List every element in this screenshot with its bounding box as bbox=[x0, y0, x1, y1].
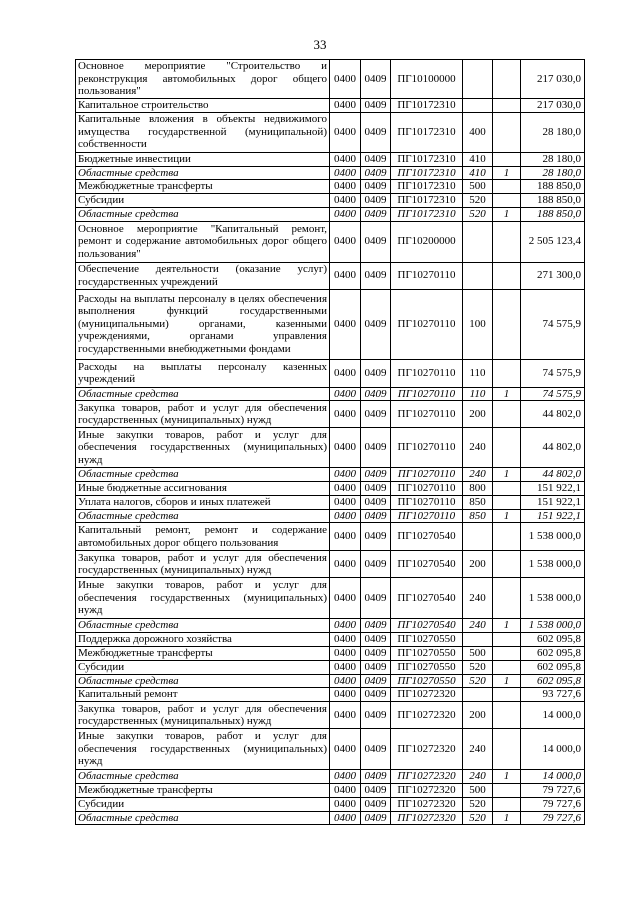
target-article-cell: ПГ10272320 bbox=[391, 688, 463, 702]
section-code-cell: 0400 bbox=[330, 523, 361, 551]
table-row bbox=[76, 495, 585, 509]
table-row bbox=[76, 523, 585, 551]
expense-type-cell: 520 bbox=[463, 208, 493, 222]
expense-type-cell bbox=[463, 60, 493, 99]
funding-source-cell: 1 bbox=[493, 619, 521, 633]
name-cell: Расходы на выплаты персоналу в целях обеспечения выполнения функций государственными (муниципальными) органами, казенными учреждениями, органами управления государственными внебюджетными фондами bbox=[76, 289, 330, 359]
table-row bbox=[76, 619, 585, 633]
expense-type-cell: 240 bbox=[463, 729, 493, 770]
target-article-cell: ПГ10272320 bbox=[391, 811, 463, 825]
subsection-code-cell: 0409 bbox=[361, 208, 391, 222]
expense-type-cell bbox=[463, 262, 493, 289]
name-cell: Областные средства bbox=[76, 166, 330, 180]
section-code-cell: 0400 bbox=[330, 262, 361, 289]
target-article-cell: ПГ10270110 bbox=[391, 387, 463, 401]
name-cell: Межбюджетные трансферты bbox=[76, 783, 330, 797]
name-cell: Областные средства bbox=[76, 468, 330, 482]
subsection-code-cell: 0409 bbox=[361, 428, 391, 468]
funding-source-cell bbox=[493, 289, 521, 359]
name-cell: Областные средства bbox=[76, 674, 330, 688]
name-cell: Межбюджетные трансферты bbox=[76, 180, 330, 194]
amount-cell: 74 575,9 bbox=[521, 387, 585, 401]
subsection-code-cell: 0409 bbox=[361, 359, 391, 387]
section-code-cell: 0400 bbox=[330, 481, 361, 495]
funding-source-cell bbox=[493, 646, 521, 660]
target-article-cell: ПГ10270550 bbox=[391, 660, 463, 674]
target-article-cell: ПГ10270110 bbox=[391, 495, 463, 509]
funding-source-cell bbox=[493, 221, 521, 262]
funding-source-cell: 1 bbox=[493, 208, 521, 222]
subsection-code-cell: 0409 bbox=[361, 688, 391, 702]
expense-type-cell bbox=[463, 632, 493, 646]
table-row bbox=[76, 551, 585, 578]
target-article-cell: ПГ10270550 bbox=[391, 632, 463, 646]
section-code-cell: 0400 bbox=[330, 619, 361, 633]
name-cell: Областные средства bbox=[76, 770, 330, 784]
subsection-code-cell: 0409 bbox=[361, 797, 391, 811]
subsection-code-cell: 0409 bbox=[361, 262, 391, 289]
name-cell: Иные закупки товаров, работ и услуг для обеспечения государственных (муниципальных) нужд bbox=[76, 729, 330, 770]
amount-cell: 217 030,0 bbox=[521, 60, 585, 99]
amount-cell: 14 000,0 bbox=[521, 729, 585, 770]
table-row bbox=[76, 180, 585, 194]
section-code-cell: 0400 bbox=[330, 509, 361, 523]
expense-type-cell: 850 bbox=[463, 495, 493, 509]
expense-type-cell: 200 bbox=[463, 702, 493, 729]
name-cell: Основное мероприятие "Строительство и реконструкция автомобильных дорог общего пользования" bbox=[76, 60, 330, 99]
section-code-cell: 0400 bbox=[330, 688, 361, 702]
name-cell: Иные закупки товаров, работ и услуг для обеспечения государственных (муниципальных) нужд bbox=[76, 428, 330, 468]
subsection-code-cell: 0409 bbox=[361, 112, 391, 152]
expense-type-cell: 520 bbox=[463, 797, 493, 811]
subsection-code-cell: 0409 bbox=[361, 619, 391, 633]
section-code-cell: 0400 bbox=[330, 166, 361, 180]
subsection-code-cell: 0409 bbox=[361, 783, 391, 797]
section-code-cell: 0400 bbox=[330, 401, 361, 428]
name-cell: Основное мероприятие "Капитальный ремонт, ремонт и содержание автомобильных дорог общего пользования" bbox=[76, 221, 330, 262]
expense-type-cell: 520 bbox=[463, 811, 493, 825]
funding-source-cell bbox=[493, 702, 521, 729]
target-article-cell: ПГ10270540 bbox=[391, 523, 463, 551]
expense-type-cell: 800 bbox=[463, 481, 493, 495]
target-article-cell: ПГ10270110 bbox=[391, 359, 463, 387]
subsection-code-cell: 0409 bbox=[361, 221, 391, 262]
expense-type-cell: 240 bbox=[463, 428, 493, 468]
table-row bbox=[76, 387, 585, 401]
amount-cell: 28 180,0 bbox=[521, 166, 585, 180]
amount-cell: 188 850,0 bbox=[521, 194, 585, 208]
target-article-cell: ПГ10270110 bbox=[391, 481, 463, 495]
subsection-code-cell: 0409 bbox=[361, 166, 391, 180]
target-article-cell: ПГ10172310 bbox=[391, 194, 463, 208]
expense-type-cell bbox=[463, 688, 493, 702]
funding-source-cell bbox=[493, 729, 521, 770]
name-cell: Бюджетные инвестиции bbox=[76, 152, 330, 166]
table-row bbox=[76, 770, 585, 784]
name-cell: Иные бюджетные ассигнования bbox=[76, 481, 330, 495]
name-cell: Иные закупки товаров, работ и услуг для обеспечения государственных (муниципальных) нужд bbox=[76, 578, 330, 619]
target-article-cell: ПГ10172310 bbox=[391, 152, 463, 166]
amount-cell: 1 538 000,0 bbox=[521, 619, 585, 633]
target-article-cell: ПГ10270110 bbox=[391, 509, 463, 523]
table-row bbox=[76, 578, 585, 619]
funding-source-cell: 1 bbox=[493, 811, 521, 825]
target-article-cell: ПГ10172310 bbox=[391, 208, 463, 222]
funding-source-cell bbox=[493, 359, 521, 387]
amount-cell: 602 095,8 bbox=[521, 660, 585, 674]
amount-cell: 74 575,9 bbox=[521, 359, 585, 387]
table-row bbox=[76, 401, 585, 428]
section-code-cell: 0400 bbox=[330, 797, 361, 811]
funding-source-cell bbox=[493, 551, 521, 578]
table-row bbox=[76, 208, 585, 222]
expense-type-cell: 410 bbox=[463, 166, 493, 180]
amount-cell: 79 727,6 bbox=[521, 811, 585, 825]
table-row bbox=[76, 783, 585, 797]
funding-source-cell bbox=[493, 797, 521, 811]
amount-cell: 1 538 000,0 bbox=[521, 578, 585, 619]
funding-source-cell bbox=[493, 428, 521, 468]
target-article-cell: ПГ10172310 bbox=[391, 98, 463, 112]
expense-type-cell: 110 bbox=[463, 359, 493, 387]
name-cell: Расходы на выплаты персоналу казенных учреждений bbox=[76, 359, 330, 387]
funding-source-cell bbox=[493, 98, 521, 112]
table-row bbox=[76, 646, 585, 660]
funding-source-cell: 1 bbox=[493, 509, 521, 523]
subsection-code-cell: 0409 bbox=[361, 523, 391, 551]
funding-source-cell bbox=[493, 152, 521, 166]
amount-cell: 79 727,6 bbox=[521, 783, 585, 797]
subsection-code-cell: 0409 bbox=[361, 289, 391, 359]
amount-cell: 188 850,0 bbox=[521, 180, 585, 194]
target-article-cell: ПГ10270110 bbox=[391, 289, 463, 359]
section-code-cell: 0400 bbox=[330, 98, 361, 112]
table-row bbox=[76, 60, 585, 99]
target-article-cell: ПГ10172310 bbox=[391, 180, 463, 194]
section-code-cell: 0400 bbox=[330, 289, 361, 359]
section-code-cell: 0400 bbox=[330, 152, 361, 166]
table-row bbox=[76, 702, 585, 729]
funding-source-cell bbox=[493, 194, 521, 208]
expense-type-cell: 520 bbox=[463, 674, 493, 688]
target-article-cell: ПГ10270540 bbox=[391, 619, 463, 633]
amount-cell: 1 538 000,0 bbox=[521, 523, 585, 551]
table-row bbox=[76, 729, 585, 770]
expense-type-cell: 240 bbox=[463, 619, 493, 633]
section-code-cell: 0400 bbox=[330, 208, 361, 222]
section-code-cell: 0400 bbox=[330, 428, 361, 468]
name-cell: Обеспечение деятельности (оказание услуг) государственных учреждений bbox=[76, 262, 330, 289]
section-code-cell: 0400 bbox=[330, 60, 361, 99]
subsection-code-cell: 0409 bbox=[361, 468, 391, 482]
target-article-cell: ПГ10270550 bbox=[391, 646, 463, 660]
section-code-cell: 0400 bbox=[330, 811, 361, 825]
subsection-code-cell: 0409 bbox=[361, 495, 391, 509]
amount-cell: 151 922,1 bbox=[521, 481, 585, 495]
expense-type-cell bbox=[463, 98, 493, 112]
expense-type-cell: 100 bbox=[463, 289, 493, 359]
amount-cell: 602 095,8 bbox=[521, 632, 585, 646]
subsection-code-cell: 0409 bbox=[361, 509, 391, 523]
table-row bbox=[76, 632, 585, 646]
section-code-cell: 0400 bbox=[330, 646, 361, 660]
table-row bbox=[76, 674, 585, 688]
subsection-code-cell: 0409 bbox=[361, 632, 391, 646]
target-article-cell: ПГ10172310 bbox=[391, 166, 463, 180]
subsection-code-cell: 0409 bbox=[361, 660, 391, 674]
target-article-cell: ПГ10272320 bbox=[391, 729, 463, 770]
expense-type-cell: 240 bbox=[463, 578, 493, 619]
subsection-code-cell: 0409 bbox=[361, 551, 391, 578]
target-article-cell: ПГ10272320 bbox=[391, 702, 463, 729]
target-article-cell: ПГ10272320 bbox=[391, 783, 463, 797]
table-row bbox=[76, 221, 585, 262]
target-article-cell: ПГ10270110 bbox=[391, 401, 463, 428]
funding-source-cell bbox=[493, 401, 521, 428]
name-cell: Капитальный ремонт, ремонт и содержание автомобильных дорог общего пользования bbox=[76, 523, 330, 551]
table-row bbox=[76, 811, 585, 825]
subsection-code-cell: 0409 bbox=[361, 152, 391, 166]
section-code-cell: 0400 bbox=[330, 359, 361, 387]
amount-cell: 602 095,8 bbox=[521, 646, 585, 660]
name-cell: Закупка товаров, работ и услуг для обеспечения государственных (муниципальных) нужд bbox=[76, 401, 330, 428]
expense-type-cell: 500 bbox=[463, 783, 493, 797]
funding-source-cell: 1 bbox=[493, 166, 521, 180]
section-code-cell: 0400 bbox=[330, 387, 361, 401]
subsection-code-cell: 0409 bbox=[361, 60, 391, 99]
amount-cell: 271 300,0 bbox=[521, 262, 585, 289]
section-code-cell: 0400 bbox=[330, 180, 361, 194]
funding-source-cell: 1 bbox=[493, 770, 521, 784]
table-row bbox=[76, 660, 585, 674]
amount-cell: 151 922,1 bbox=[521, 495, 585, 509]
name-cell: Закупка товаров, работ и услуг для обеспечения государственных (муниципальных) нужд bbox=[76, 702, 330, 729]
funding-source-cell bbox=[493, 688, 521, 702]
target-article-cell: ПГ10270110 bbox=[391, 468, 463, 482]
name-cell: Областные средства bbox=[76, 619, 330, 633]
subsection-code-cell: 0409 bbox=[361, 98, 391, 112]
budget-table bbox=[75, 59, 585, 825]
table-row bbox=[76, 468, 585, 482]
amount-cell: 1 538 000,0 bbox=[521, 551, 585, 578]
amount-cell: 2 505 123,4 bbox=[521, 221, 585, 262]
section-code-cell: 0400 bbox=[330, 112, 361, 152]
expense-type-cell: 200 bbox=[463, 551, 493, 578]
amount-cell: 14 000,0 bbox=[521, 770, 585, 784]
amount-cell: 14 000,0 bbox=[521, 702, 585, 729]
amount-cell: 74 575,9 bbox=[521, 289, 585, 359]
table-row bbox=[76, 359, 585, 387]
amount-cell: 28 180,0 bbox=[521, 112, 585, 152]
expense-type-cell: 400 bbox=[463, 112, 493, 152]
subsection-code-cell: 0409 bbox=[361, 180, 391, 194]
table-row bbox=[76, 166, 585, 180]
funding-source-cell bbox=[493, 660, 521, 674]
subsection-code-cell: 0409 bbox=[361, 578, 391, 619]
subsection-code-cell: 0409 bbox=[361, 481, 391, 495]
funding-source-cell: 1 bbox=[493, 468, 521, 482]
section-code-cell: 0400 bbox=[330, 468, 361, 482]
amount-cell: 151 922,1 bbox=[521, 509, 585, 523]
section-code-cell: 0400 bbox=[330, 729, 361, 770]
subsection-code-cell: 0409 bbox=[361, 702, 391, 729]
name-cell: Субсидии bbox=[76, 194, 330, 208]
target-article-cell: ПГ10270540 bbox=[391, 578, 463, 619]
subsection-code-cell: 0409 bbox=[361, 194, 391, 208]
page-number: 33 bbox=[313, 37, 327, 52]
section-code-cell: 0400 bbox=[330, 783, 361, 797]
funding-source-cell bbox=[493, 481, 521, 495]
name-cell: Межбюджетные трансферты bbox=[76, 646, 330, 660]
expense-type-cell: 410 bbox=[463, 152, 493, 166]
name-cell: Областные средства bbox=[76, 811, 330, 825]
amount-cell: 188 850,0 bbox=[521, 208, 585, 222]
name-cell: Закупка товаров, работ и услуг для обеспечения государственных (муниципальных) нужд bbox=[76, 551, 330, 578]
subsection-code-cell: 0409 bbox=[361, 729, 391, 770]
table-row bbox=[76, 152, 585, 166]
section-code-cell: 0400 bbox=[330, 495, 361, 509]
expense-type-cell: 240 bbox=[463, 468, 493, 482]
amount-cell: 44 802,0 bbox=[521, 468, 585, 482]
section-code-cell: 0400 bbox=[330, 578, 361, 619]
table-row bbox=[76, 289, 585, 359]
amount-cell: 44 802,0 bbox=[521, 428, 585, 468]
amount-cell: 44 802,0 bbox=[521, 401, 585, 428]
expense-type-cell: 500 bbox=[463, 180, 493, 194]
section-code-cell: 0400 bbox=[330, 632, 361, 646]
subsection-code-cell: 0409 bbox=[361, 770, 391, 784]
target-article-cell: ПГ10272320 bbox=[391, 770, 463, 784]
section-code-cell: 0400 bbox=[330, 551, 361, 578]
table-row bbox=[76, 262, 585, 289]
table-row bbox=[76, 98, 585, 112]
subsection-code-cell: 0409 bbox=[361, 387, 391, 401]
name-cell: Субсидии bbox=[76, 797, 330, 811]
funding-source-cell bbox=[493, 60, 521, 99]
funding-source-cell bbox=[493, 262, 521, 289]
name-cell: Субсидии bbox=[76, 660, 330, 674]
funding-source-cell bbox=[493, 180, 521, 194]
name-cell: Поддержка дорожного хозяйства bbox=[76, 632, 330, 646]
amount-cell: 79 727,6 bbox=[521, 797, 585, 811]
funding-source-cell bbox=[493, 495, 521, 509]
target-article-cell: ПГ10172310 bbox=[391, 112, 463, 152]
target-article-cell: ПГ10100000 bbox=[391, 60, 463, 99]
table-row bbox=[76, 481, 585, 495]
funding-source-cell bbox=[493, 632, 521, 646]
subsection-code-cell: 0409 bbox=[361, 674, 391, 688]
expense-type-cell bbox=[463, 523, 493, 551]
target-article-cell: ПГ10270550 bbox=[391, 674, 463, 688]
amount-cell: 93 727,6 bbox=[521, 688, 585, 702]
section-code-cell: 0400 bbox=[330, 702, 361, 729]
name-cell: Капитальные вложения в объекты недвижимого имущества государственной (муниципальной) собственности bbox=[76, 112, 330, 152]
expense-type-cell: 850 bbox=[463, 509, 493, 523]
subsection-code-cell: 0409 bbox=[361, 401, 391, 428]
section-code-cell: 0400 bbox=[330, 221, 361, 262]
table-row bbox=[76, 797, 585, 811]
funding-source-cell: 1 bbox=[493, 674, 521, 688]
funding-source-cell bbox=[493, 523, 521, 551]
expense-type-cell: 520 bbox=[463, 194, 493, 208]
section-code-cell: 0400 bbox=[330, 660, 361, 674]
name-cell: Областные средства bbox=[76, 387, 330, 401]
target-article-cell: ПГ10270540 bbox=[391, 551, 463, 578]
funding-source-cell bbox=[493, 783, 521, 797]
name-cell: Капитальный ремонт bbox=[76, 688, 330, 702]
expense-type-cell: 500 bbox=[463, 646, 493, 660]
section-code-cell: 0400 bbox=[330, 674, 361, 688]
expense-type-cell: 520 bbox=[463, 660, 493, 674]
target-article-cell: ПГ10272320 bbox=[391, 797, 463, 811]
table-row bbox=[76, 428, 585, 468]
target-article-cell: ПГ10270110 bbox=[391, 262, 463, 289]
funding-source-cell bbox=[493, 112, 521, 152]
funding-source-cell bbox=[493, 578, 521, 619]
expense-type-cell bbox=[463, 221, 493, 262]
expense-type-cell: 200 bbox=[463, 401, 493, 428]
amount-cell: 28 180,0 bbox=[521, 152, 585, 166]
name-cell: Капитальное строительство bbox=[76, 98, 330, 112]
name-cell: Областные средства bbox=[76, 509, 330, 523]
target-article-cell: ПГ10200000 bbox=[391, 221, 463, 262]
target-article-cell: ПГ10270110 bbox=[391, 428, 463, 468]
subsection-code-cell: 0409 bbox=[361, 646, 391, 660]
table-row bbox=[76, 112, 585, 152]
amount-cell: 217 030,0 bbox=[521, 98, 585, 112]
expense-type-cell: 110 bbox=[463, 387, 493, 401]
table-row bbox=[76, 509, 585, 523]
name-cell: Областные средства bbox=[76, 208, 330, 222]
funding-source-cell: 1 bbox=[493, 387, 521, 401]
section-code-cell: 0400 bbox=[330, 194, 361, 208]
subsection-code-cell: 0409 bbox=[361, 811, 391, 825]
amount-cell: 602 095,8 bbox=[521, 674, 585, 688]
table-row bbox=[76, 194, 585, 208]
section-code-cell: 0400 bbox=[330, 770, 361, 784]
expense-type-cell: 240 bbox=[463, 770, 493, 784]
name-cell: Уплата налогов, сборов и иных платежей bbox=[76, 495, 330, 509]
table-row bbox=[76, 688, 585, 702]
